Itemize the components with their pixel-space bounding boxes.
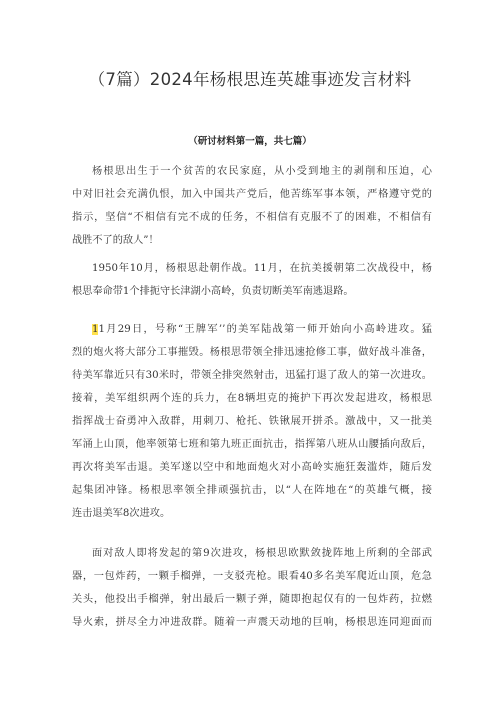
paragraph-line: 连击退美军8次进攻。 — [72, 508, 171, 519]
paragraph-line: 根思奉命带1个排扼守长津湖小高岭，负责切断美军南逃退路。 — [72, 286, 354, 297]
paragraph-line: 面对敌人即将发起的第9次进攻，杨根思欧默敛拢阵地上所剩的全部武 — [92, 548, 432, 559]
paragraph-4 — [72, 542, 432, 634]
paragraph-line: 器，一包炸药，一颗手榴弹，一支驳壳枪。眼看40多名美军爬近山顶，危急 — [72, 571, 432, 582]
paragraph-line: 中对旧社会充满仇恨，加入中国共产党后，他苦练军事本领，严格遵守党的 — [72, 189, 432, 200]
paragraph-line: 再次将美军击退。美军遂以空中和地面炮火对小高岭实施狂轰滥炸，随后发 — [72, 462, 432, 473]
paragraph-line: 杨根思出生于一个贫苦的农民家庭，从小受到地主的剥削和压迫，心 — [92, 166, 432, 177]
paragraph-2 — [72, 257, 432, 303]
paragraph-3 — [72, 318, 432, 525]
paragraph-line: 接着，美军组织两个连的兵力，在8辆坦克的掩护下再次发起进攻，杨根思 — [72, 393, 432, 404]
paragraph-line: 起集团冲锋。杨根思率领全排顽强抗击，以“人在阵地在“的英雄气概，接 — [72, 485, 432, 496]
paragraph-line: 1950年10月，杨根思赴朝作战。11月，在抗美援朝第二次战役中，杨 — [92, 263, 432, 274]
highlight-marker: 1 — [92, 324, 99, 335]
paragraph-1 — [72, 160, 432, 252]
document-title: （7篇）2024年杨根思连英雄事迹发言材料 — [88, 70, 412, 89]
paragraph-line: 待美军靠近只有30米时，带领全排突然射击，迅猛打退了敌人的第一次进攻。 — [72, 370, 432, 381]
paragraph-line: 指挥战士奋勇冲入敌群，用刺刀、枪托、铁锹展开拼杀。激战中，又一批美 — [72, 416, 432, 427]
paragraph-line: 指示，坚信“不相信有完不成的任务，不相信有克服不了的困难，不相信有 — [72, 212, 432, 223]
paragraph-line: 烈的炮火将大部分工事摧毁。杨根思带领全排迅速抢修工事，做好战斗准备， — [72, 347, 432, 358]
paragraph-line — [72, 318, 432, 341]
paragraph-line-text: 1月29日，号称“王牌军’’的美军陆战第一师开始向小高岭进攻。猛 — [98, 324, 432, 335]
paragraph-line: 军涌上山顶，他率领第七班和第九班正面抗击，指挥第八班从山腰插向敌后， — [72, 439, 432, 450]
paragraph-line: 战胜不了的敌人”！ — [72, 235, 159, 246]
document-subtitle: （研讨材料第一篇，共七篇） — [188, 136, 312, 147]
paragraph-line: 关头，他投出手榴弹，射出最后一颗子弹，随即抱起仅有的一包炸药，拉燃 — [72, 594, 432, 605]
paragraph-line: 导火索，拼尽全力冲进敌群。随着一声震天动地的巨响，杨根思连同迎面而 — [72, 617, 432, 628]
